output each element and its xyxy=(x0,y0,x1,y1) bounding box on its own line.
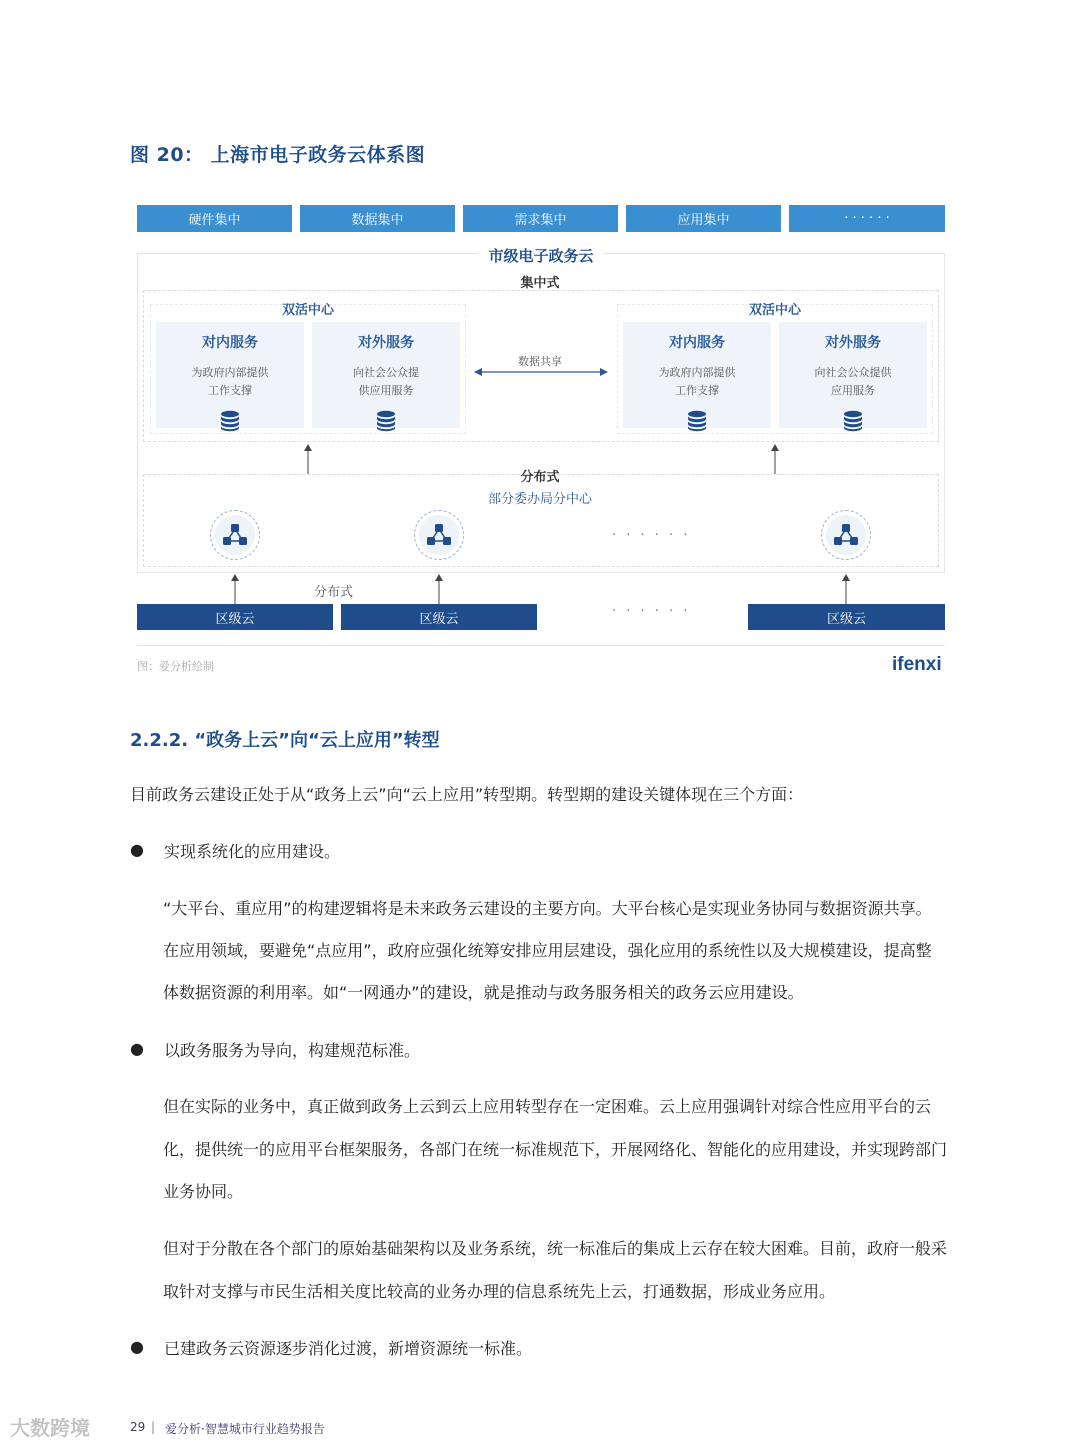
left-internal-service-box xyxy=(156,322,304,428)
database-icon xyxy=(687,410,707,432)
bullet-1: 实现系统化的应用建设。 xyxy=(164,842,341,861)
double-arrow-icon xyxy=(474,365,608,379)
internal-service-title: 对内服务 xyxy=(202,335,258,351)
sub-center-node xyxy=(414,510,464,560)
page-number: 29 xyxy=(130,1420,146,1434)
p1-line3: 体数据资源的利用率。如“一网通办”的建设，就是推动与政务服务相关的政务云应用建设。 xyxy=(163,983,804,1002)
database-icon xyxy=(220,410,240,432)
external-service-title: 对外服务 xyxy=(358,335,414,351)
internal-desc-line2: 工作支撑 xyxy=(675,384,719,397)
bullet-dot: ● xyxy=(130,1039,144,1058)
p1-line1: “大平台、重应用”的构建逻辑将是未来政务云建设的主要方向。大平台核心是实现业务协同与数据资源共享。 xyxy=(163,899,932,918)
tab-demand: 需求集中 xyxy=(463,205,618,232)
section-heading: 2.2.2. “政务上云”向“云上应用”转型 xyxy=(130,730,440,751)
up-arrow-icon xyxy=(769,444,781,474)
district-cloud-3: 区级云 xyxy=(748,604,945,630)
external-desc-line2: 供应用服务 xyxy=(358,384,414,397)
left-external-service-box xyxy=(312,322,460,428)
network-nodes-icon xyxy=(222,523,248,547)
figure-divider xyxy=(137,645,945,646)
figure-source: 图：爱分析绘制 xyxy=(137,660,214,673)
up-arrow-icon xyxy=(840,574,852,604)
network-nodes-icon xyxy=(426,523,452,547)
tab-more: · · · · · · xyxy=(789,205,945,232)
right-external-service-box xyxy=(779,322,927,428)
intro-paragraph: 目前政务云建设正处于从“政务上云”向“云上应用”转型期。转型期的建设关键体现在三个方面： xyxy=(130,785,804,804)
municipal-cloud-title: 市级电子政务云 xyxy=(137,245,945,266)
bullet-dot: ● xyxy=(130,840,144,859)
more-nodes-dots: · · · · · · xyxy=(612,528,691,543)
sub-center-node xyxy=(210,510,260,560)
database-icon xyxy=(376,410,396,432)
bullet-2: 以政务服务为导向，构建规范标准。 xyxy=(164,1041,421,1060)
network-nodes-icon xyxy=(833,523,859,547)
bullet-3: 已建政务云资源逐步消化过渡，新增资源统一标准。 xyxy=(164,1339,533,1358)
p2-line1: 但在实际的业务中，真正做到政务上云到云上应用转型存在一定困难。云上应用强调针对综合性应用平台的云 xyxy=(163,1097,932,1116)
tab-data: 数据集中 xyxy=(300,205,455,232)
up-arrow-icon xyxy=(302,444,314,474)
external-desc-line2: 应用服务 xyxy=(831,384,875,397)
p2-line2: 化，提供统一的应用平台框架服务，各部门在统一标准规范下，开展网络化、智能化的应用建设，并实现跨部门 xyxy=(163,1140,948,1159)
internal-service-title: 对内服务 xyxy=(669,335,725,351)
database-icon xyxy=(843,410,863,432)
sub-center-node xyxy=(821,510,871,560)
watermark: 大数跨境 xyxy=(10,1416,90,1440)
p2-line3: 业务协同。 xyxy=(163,1182,244,1201)
distributed-subtitle: 部分委办局分中心 xyxy=(487,492,592,507)
right-internal-service-box xyxy=(623,322,771,428)
figure-title: 图 20： 上海市电子政务云体系图 xyxy=(130,144,426,166)
footer-separator: | xyxy=(151,1420,156,1434)
dual-center-left-title: 双活中心 xyxy=(281,303,334,318)
up-arrow-icon xyxy=(433,574,445,604)
external-desc-line1: 向社会公众提供 xyxy=(814,366,892,379)
internal-desc-line1: 为政府内部提供 xyxy=(191,366,269,379)
bullet-dot: ● xyxy=(130,1337,144,1356)
more-district-dots: · · · · · · xyxy=(612,604,691,619)
internal-desc-line1: 为政府内部提供 xyxy=(658,366,736,379)
report-name: 爱分析·智慧城市行业趋势报告 xyxy=(165,1422,325,1436)
dual-center-right-title: 双活中心 xyxy=(748,303,801,318)
district-cloud-1: 区级云 xyxy=(137,604,333,630)
p1-line2: 在应用领域，要避免“点应用”，政府应强化统筹安排应用层建设，强化应用的系统性以及大规模建设，提高整 xyxy=(163,941,932,960)
data-share-label: 数据共享 xyxy=(518,355,562,368)
p3-line2: 取针对支撑与市民生活相关度比较高的业务办理的信息系统先上云，打通数据，形成业务应用。 xyxy=(163,1282,836,1301)
ifenxi-logo: ifenxi xyxy=(892,654,942,675)
centralized-label: 集中式 xyxy=(520,276,560,291)
up-arrow-icon xyxy=(229,574,241,604)
external-service-title: 对外服务 xyxy=(825,335,881,351)
tab-hardware: 硬件集中 xyxy=(137,205,292,232)
tab-application: 应用集中 xyxy=(626,205,781,232)
district-cloud-2: 区级云 xyxy=(341,604,537,630)
internal-desc-line2: 工作支撑 xyxy=(208,384,252,397)
p3-line1: 但对于分散在各个部门的原始基础架构以及业务系统，统一标准后的集成上云存在较大困难。目前，政府一般采 xyxy=(163,1239,948,1258)
distributed-title: 分布式 xyxy=(520,470,560,485)
external-desc-line1: 向社会公众提 xyxy=(353,366,419,379)
distributed-label-bottom: 分布式 xyxy=(314,585,354,600)
